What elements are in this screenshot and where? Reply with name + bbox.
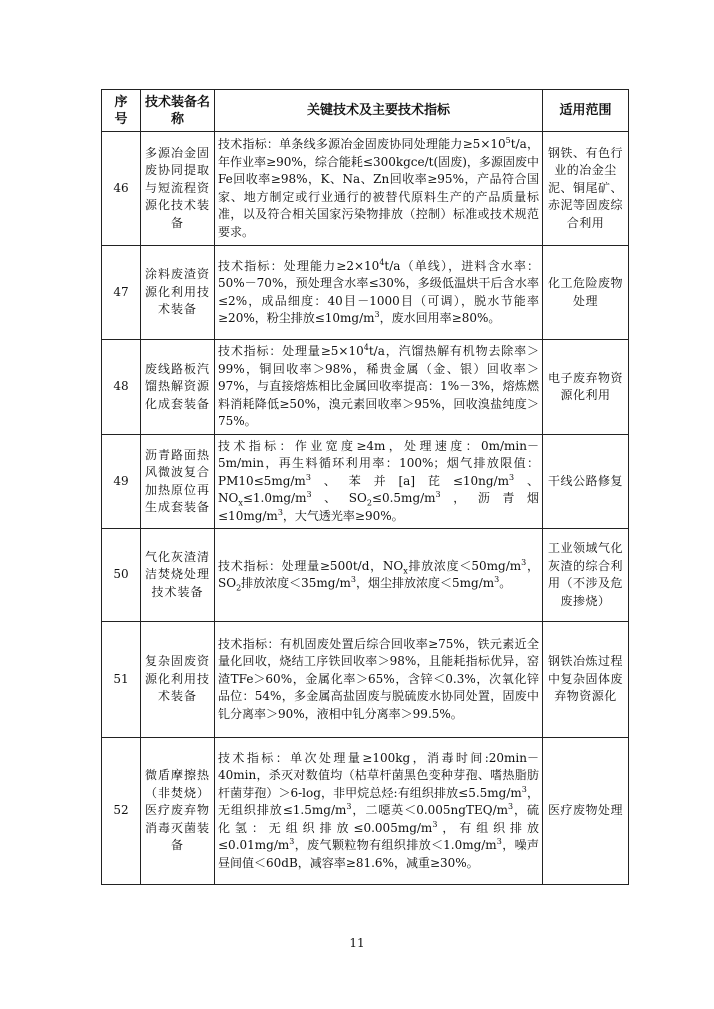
technical-indicators: 技术指标：有机固废处置后综合回收率≥75%，铁元素近全量化回收，烧结工序铁回收率＞98%，且能耗指标优异，窑渣TFe＞60%，金属化率＞65%，含锌＜0.3%，次氧化锌品位：54%，多金属高盐固废与脱硫废水协同处置，固废中钆分离率＞90%，液相中钆分离率＞99.5%。 [215, 622, 543, 738]
equipment-name: 涂料废渣资源化利用技术装备 [141, 246, 215, 340]
row-number: 46 [102, 132, 141, 246]
table-body [102, 132, 629, 885]
equipment-name: 微盾摩擦热（非焚烧）医疗废弃物消毒灭菌装备 [141, 738, 215, 885]
table-row [102, 246, 629, 340]
table-row [102, 340, 629, 435]
table-row [102, 435, 629, 529]
header-no: 序号 [102, 90, 141, 132]
application-scope: 干线公路修复 [543, 435, 629, 529]
table-header-row [102, 90, 629, 132]
technical-indicators: 技术指标：作业宽度≥4m，处理速度：0m/min－5m/min，再生料循环利用率：100%；烟气排放限值：$PM10\le 5mg/m^3$、苯并[a]芘$\le 10ng/m^3$、$NO_x\le 1.0mg/m^3$、$SO_2\le 0.5mg/m^3$，沥青烟$\le 10mg/m^3$，大气透光率≥90%。 [215, 435, 543, 529]
equipment-name: 气化灰渣清洁焚烧处理技术装备 [141, 529, 215, 622]
technical-indicators: 技术指标：处理量$\ge 5\times 10^4t/a$，汽馏热解有机物去除率＞99%，铜回收率＞98%，稀贵金属（金、银）回收率＞97%，与直接熔炼相比金属回收率提高：1%－3%，熔炼燃料消耗降低≥50%，溴元素回收率＞95%，回收溴盐纯度＞75%。 [215, 340, 543, 435]
application-scope: 医疗废物处理 [543, 738, 629, 885]
header-name: 技术装备名称 [141, 90, 215, 132]
equipment-name: 废线路板汽馏热解资源化成套装备 [141, 340, 215, 435]
application-scope: 钢铁、有色行业的冶金尘泥、铜尾矿、赤泥等固废综合利用 [543, 132, 629, 246]
header-scope: 适用范围 [543, 90, 629, 132]
table-row [102, 529, 629, 622]
row-number: 50 [102, 529, 141, 622]
page-number: 11 [349, 936, 365, 950]
row-number: 48 [102, 340, 141, 435]
table-row [102, 132, 629, 246]
equipment-name: 多源冶金固废协同提取与短流程资源化技术装备 [141, 132, 215, 246]
technical-indicators: 技术指标：单次处理量≥100kg，消毒时间:20min－40min，杀灭对数值均（枯草杆菌黑色变种芽孢、嗜热脂肪杆菌芽孢）＞6-log，非甲烷总烃:有组织排放$\le 5.5mg/m^3$，无组织排放$\le 1.5mg/m^3$，二噁英$<0.005ngTEQ/m^3$，硫化氢：无组织排放$\le 0.005mg/m^3$，有组织排放$\le 0.01mg/m^3$，废气颗粒物有组织排放$<1.0mg/m^3$，噪声昼间值＜60dB，减容率≥81.6%，减重≥30%。 [215, 738, 543, 885]
equipment-name: 沥青路面热风微波复合加热原位再生成套装备 [141, 435, 215, 529]
row-number: 52 [102, 738, 141, 885]
application-scope: 化工危险废物处理 [543, 246, 629, 340]
application-scope: 工业领域气化灰渣的综合利用（不涉及危废掺烧） [543, 529, 629, 622]
equipment-name: 复杂固废资源化利用技术装备 [141, 622, 215, 738]
technical-indicators: 技术指标：处理能力$\ge 2\times 10^4t/a$（单线），进料含水率：50%－70%，预处理含水率≤30%，多级低温烘干后含水率≤2%，成品细度：40目－1000目（可调），脱水节能率≥20%，粉尘排放$\le 10mg/m^3$，废水回用率≥80%。 [215, 246, 543, 340]
equipment-table [101, 89, 629, 885]
row-number: 51 [102, 622, 141, 738]
row-number: 47 [102, 246, 141, 340]
technical-indicators: 技术指标：处理量≥500t/d，$NO_x$排放浓度$<50mg/m^3$，$SO_2$排放浓度$<35mg/m^3$，烟尘排放浓度$<5mg/m^3$。 [215, 529, 543, 622]
application-scope: 钢铁冶炼过程中复杂固体废弃物资源化 [543, 622, 629, 738]
application-scope: 电子废弃物资源化利用 [543, 340, 629, 435]
table-row [102, 622, 629, 738]
row-number: 49 [102, 435, 141, 529]
header-tech: 关键技术及主要技术指标 [215, 90, 543, 132]
technical-indicators: 技术指标：单条线多源冶金固废协同处理能力$\ge 5\times 10^5t/a$，年作业率≥90%，综合能耗≤300kgce/t(固废)，多源固废中Fe回收率≥98%，K、Na、Zn回收率≥95%，产品符合国家、地方制定或行业通行的被替代原料生产的产品质量标准，以及符合相关国家污染物排放（控制）标准或技术规范要求。 [215, 132, 543, 246]
table-row [102, 738, 629, 885]
